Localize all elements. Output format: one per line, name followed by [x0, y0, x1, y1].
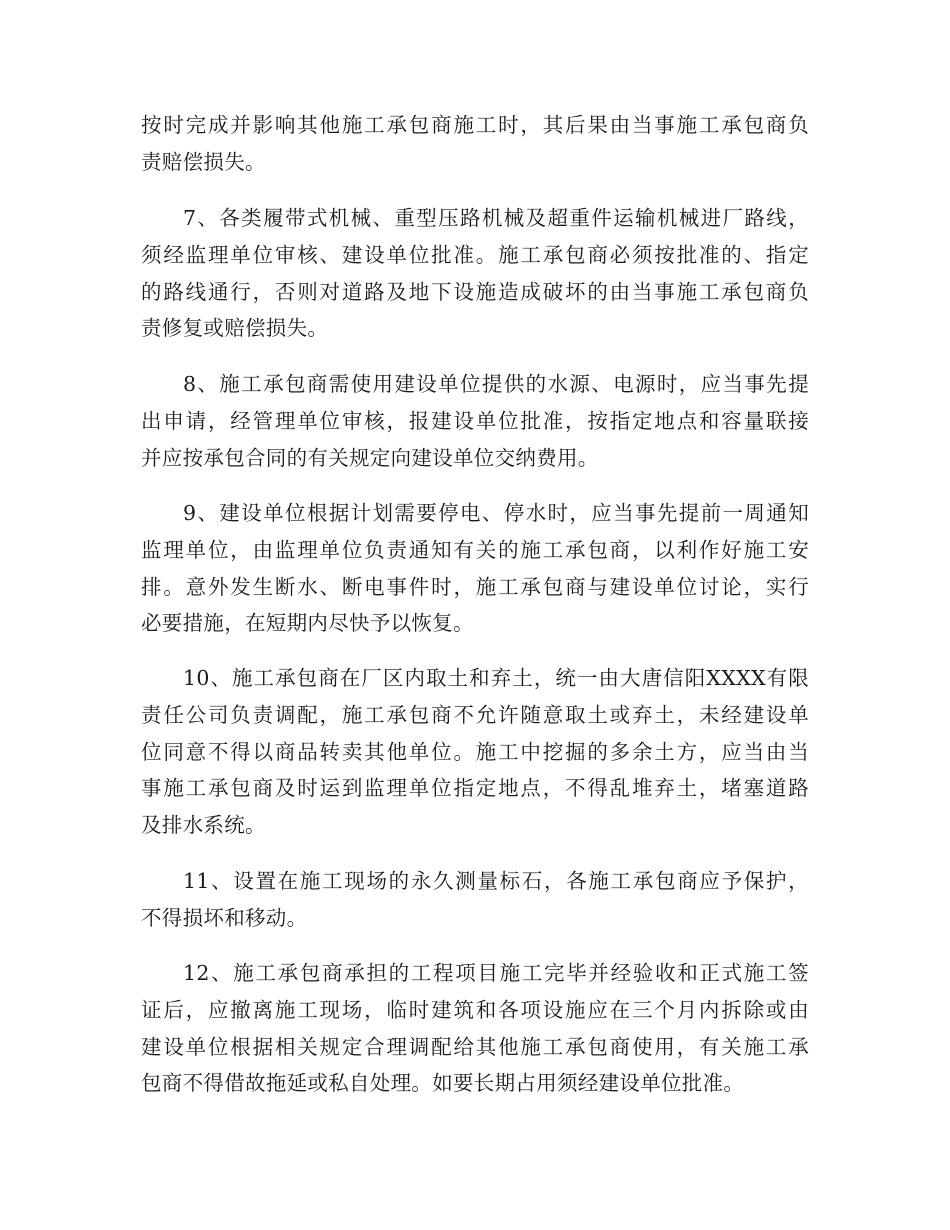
text-line: 责赔偿损失。 [141, 149, 266, 174]
text-line: 建设单位根据相关规定合理调配给其他施工承包商使用，有关施工承 [141, 1034, 809, 1059]
text-line: 11、设置在施工现场的永久测量标石，各施工承包商应予保护， [183, 869, 809, 893]
text-line: 包商不得借故拖延或私自处理。如要长期占用须经建设单位批准。 [141, 1071, 745, 1096]
text-line: 的路线通行，否则对道路及地下设施造成破坏的由当事施工承包商负 [141, 279, 809, 304]
paragraph-item-9 [141, 495, 809, 642]
paragraph-item-10 [141, 660, 809, 844]
text-line: 出申请，经管理单位审核，报建设单位批准，按指定地点和容量联接 [141, 408, 809, 433]
text-line: 9、建设单位根据计划需要停电、停水时，应当事先提前一周通知 [183, 501, 809, 525]
text-line: 事施工承包商及时运到监理单位指定地点，不得乱堆弃土，堵塞道路 [141, 776, 809, 801]
text-line: 位同意不得以商品转卖其他单位。施工中挖掘的多余土方，应当由当 [141, 739, 809, 764]
text-line: 10、施工承包商在厂区内取土和弃土，统一由大唐信阳XXXX有限 [183, 666, 809, 690]
paragraph-item-7 [141, 200, 809, 347]
text-line: 证后，应撤离施工现场，临时建筑和各项设施应在三个月内拆除或由 [141, 997, 809, 1022]
text-line: 8、施工承包商需使用建设单位提供的水源、电源时，应当事先提 [183, 372, 809, 396]
text-line: 须经监理单位审核、建设单位批准。施工承包商必须按批准的、指定 [141, 242, 809, 267]
text-line: 7、各类履带式机械、重型压路机械及超重件运输机械进厂路线， [183, 206, 809, 230]
text-line: 责任公司负责调配，施工承包商不允许随意取土或弃土，未经建设单 [141, 702, 809, 727]
text-line: 按时完成并影响其他施工承包商施工时，其后果由当事施工承包商负 [141, 113, 809, 137]
text-line: 排。意外发生断水、断电事件时，施工承包商与建设单位讨论，实行 [141, 574, 809, 599]
text-line: 及排水系统。 [141, 813, 266, 838]
text-line: 并应按承包合同的有关规定向建设单位交纳费用。 [141, 445, 599, 470]
text-line: 12、施工承包商承担的工程项目施工完毕并经验收和正式施工签 [183, 961, 809, 985]
text-line: 责修复或赔偿损失。 [141, 316, 329, 341]
paragraph-continuation [141, 107, 809, 181]
text-line: 不得损坏和移动。 [141, 905, 308, 930]
paragraph-item-8 [141, 366, 809, 476]
paragraph-item-12 [141, 955, 809, 1102]
paragraph-item-11 [141, 863, 809, 937]
text-line: 必要措施，在短期内尽快予以恢复。 [141, 611, 474, 636]
text-line: 监理单位，由监理单位负责通知有关的施工承包商，以利作好施工安 [141, 537, 809, 562]
